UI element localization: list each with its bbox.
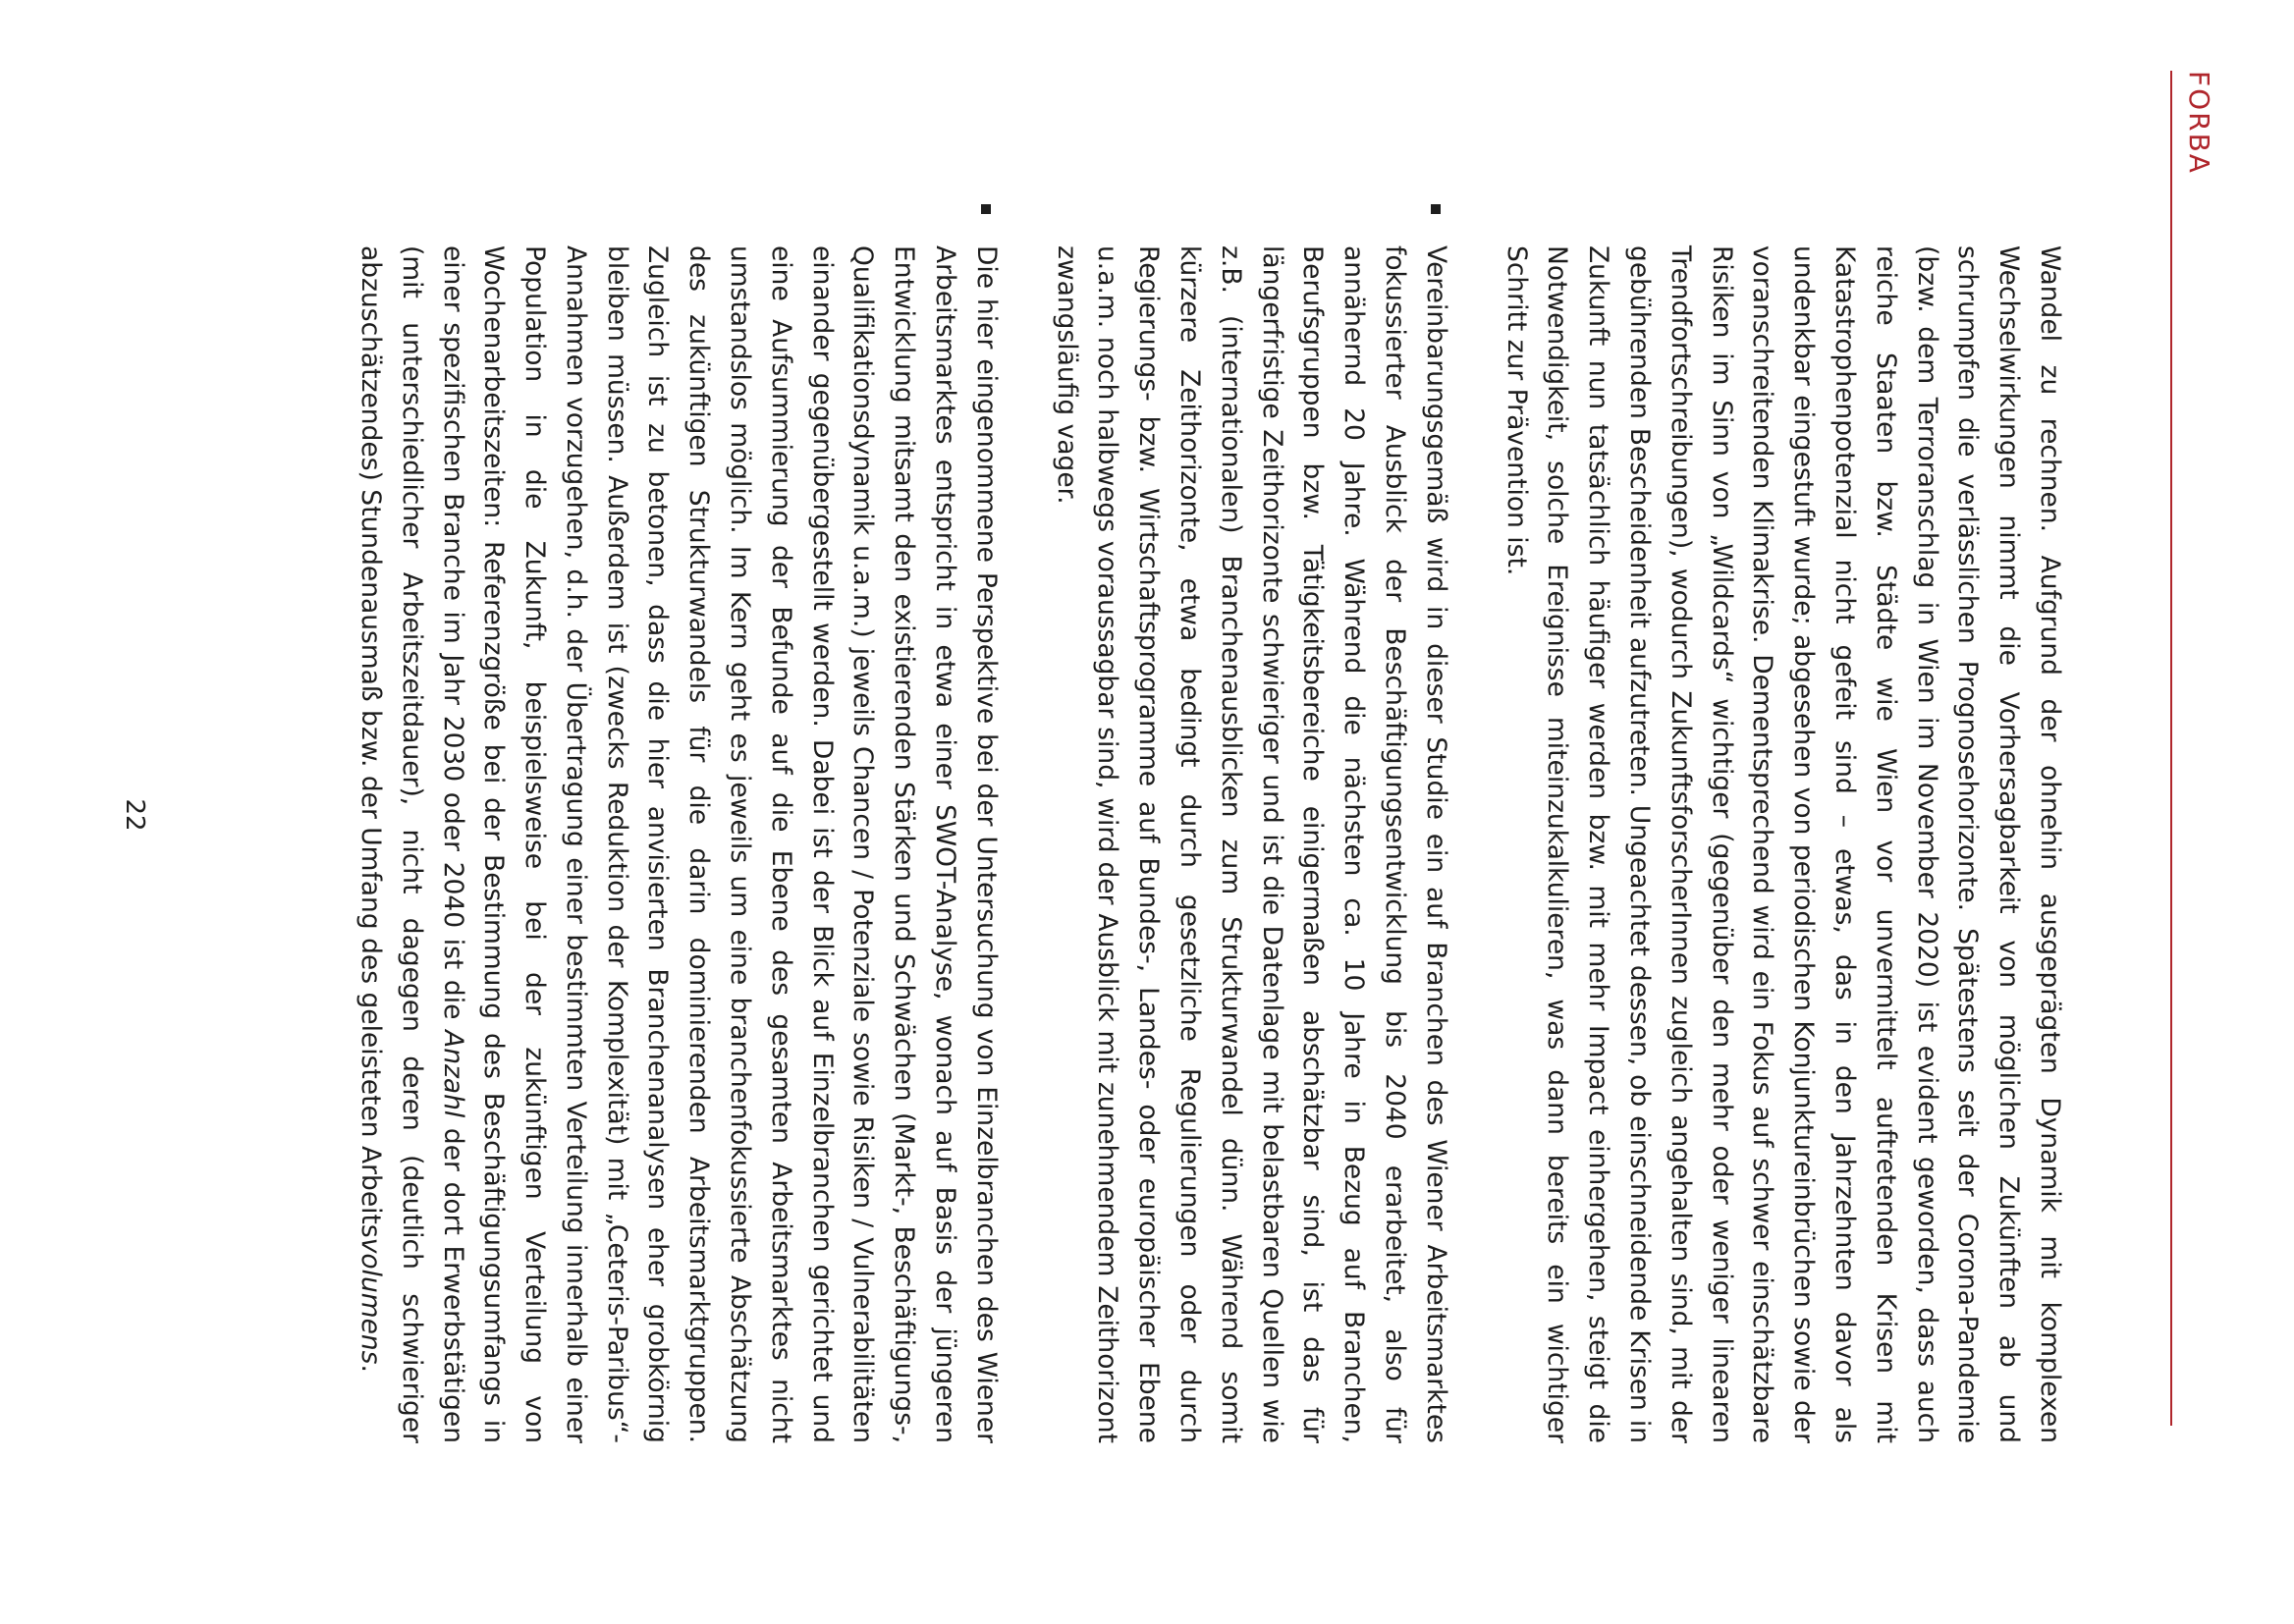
bullet-square-icon — [981, 204, 991, 214]
bullet-paragraph-perspective — [350, 245, 1007, 1443]
text-segment: Die hier eingenommene Perspektive bei der Untersuchung von Einzelbranchen des Wiener Arbeitsmarktes entspricht in etwa einer SWOT-Analyse, wonach auf Basis der jüngeren Entwicklung mitsamt den existierenden Stärken und Schwächen (Markt-, Beschäftigungs-, Qualifikationsdynamik u.a.m.) jeweils Chancen / Potenziale sowie Risiken / Vulnerabilitäten einander gegenübergestellt werden. Dabei ist der Blick auf Einzelbranchen gerichtet und eine Aufsummierung der Befunde auf die Ebene des gesamten Arbeitsmarktes nicht umstandslos möglich. Im Kern geht es jeweils um eine branchenfokussierte Abschätzung des zukünftigen Strukturwandels für die darin dominierenden Arbeitsmarktgruppen. Zugleich ist zu betonen, dass die hier anvisierten Branchenanalysen eher grobkörnig bleiben müssen. Außerdem ist (zwecks Reduktion der Komplexität) mit „Ceteris-Paribus“-Annahmen vorzugehen, d.h. der Übertragung einer bestimmten Verteilung innerhalb einer Population in die Zukunft, beispielsweise bei der zukünftigen Verteilung von Wochenarbeitszeiten: Referenzgröße bei der Bestimmung des Beschäftigungsumfangs in einer spezifischen Branche im Jahr 2030 oder 2040 ist die — [437, 245, 1002, 1443]
bullet-square-icon — [1431, 204, 1441, 214]
body-text — [350, 245, 2070, 1443]
bullet-paragraph-scope: Vereinbarungsgemäß wird in dieser Studie ein auf Branchen des Wiener Arbeitsmarktes fokussierter Ausblick der Beschäftigungsentwicklung bis 2040 erarbeitet, also für annähernd 20 Jahre. Während die nächsten ca. 10 Jahre in Bezug auf Branchen, Berufsgruppen bzw. Tätigkeitsbereiche einigermaßen abschätzbar sind, ist das für längerfristige Zeithorizonte schwieriger und ist die Datenlage mit belastbaren Quellen wie z.B. (internationalen) Branchenausblicken zum Strukturwandel dünn. Während somit kürzere Zeithorizonte, etwa bedingt durch gesetzliche Regulierungen oder durch Regierungs- bzw. Wirtschaftsprogramme auf Bundes-, Landes- oder europäischer Ebene u.a.m. noch halbwegs voraussagbar sind, wird der Ausblick mit zunehmendem Zeithorizont zwangsläufig vager. — [1051, 245, 1451, 1443]
page-number: 22 — [120, 798, 149, 832]
intro-paragraph: Wandel zu rechnen. Aufgrund der ohnehin ausgeprägten Dynamik mit komplexen Wechselwirkungen nimmt die Vorhersagbarkeit von möglichen Zukünften ab und schrumpfen die verlässlichen Prognosehorizonte. Spätestens seit der Corona-Pandemie (bzw. dem Terroranschlag in Wien im November 2020) ist evident geworden, dass auch reiche Staaten bzw. Städte wie Wien vor unvermittelt auftretenden Krisen mit Katastrophenpotenzial nicht gefeit sind – etwas, das in den Jahrzehnten davor als undenkbar eingestuft wurde; abgesehen von periodischen Konjunktureinbrüchen sowie der voranschreitenden Klimakrise. Dementsprechend wird ein Fokus auf schwer einschätzbare Risiken im Sinn von „Wildcards“ wichtiger (gegenüber den mehr oder weniger linearen Trendfortschreibungen), wodurch ZukunftsforscherInnen zugleich angehalten sind, mit der gebührenden Bescheidenheit aufzutreten. Ungeachtet dessen, ob einschneidende Krisen in Zukunft nun tatsächlich häufiger werden bzw. mit mehr Impact einhergehen, steigt die Notwendigkeit, solche Ereignisse miteinzukalkulieren, was dann bereits ein wichtiger Schritt zur Prävention ist. — [1501, 245, 2065, 1443]
brand-logo-text: FORBA — [2183, 71, 2215, 175]
list-item — [350, 245, 1007, 1443]
list-item — [1046, 245, 1456, 1443]
bullet-list — [350, 245, 1456, 1443]
header-rule — [2170, 71, 2172, 1426]
emphasis-volumens: volumens — [355, 1237, 386, 1365]
text-segment: . — [355, 1364, 386, 1373]
emphasis-anzahl: Anzahl — [437, 1030, 468, 1118]
text-segment: der dort Erwerbstätigen (mit unterschiedlicher Arbeitszeitdauer), nicht dagegen deren (deutlich schwieriger abzuschätzendes) Stundenausmaß bzw. der Umfang des geleisteten Arbeits — [355, 245, 468, 1443]
